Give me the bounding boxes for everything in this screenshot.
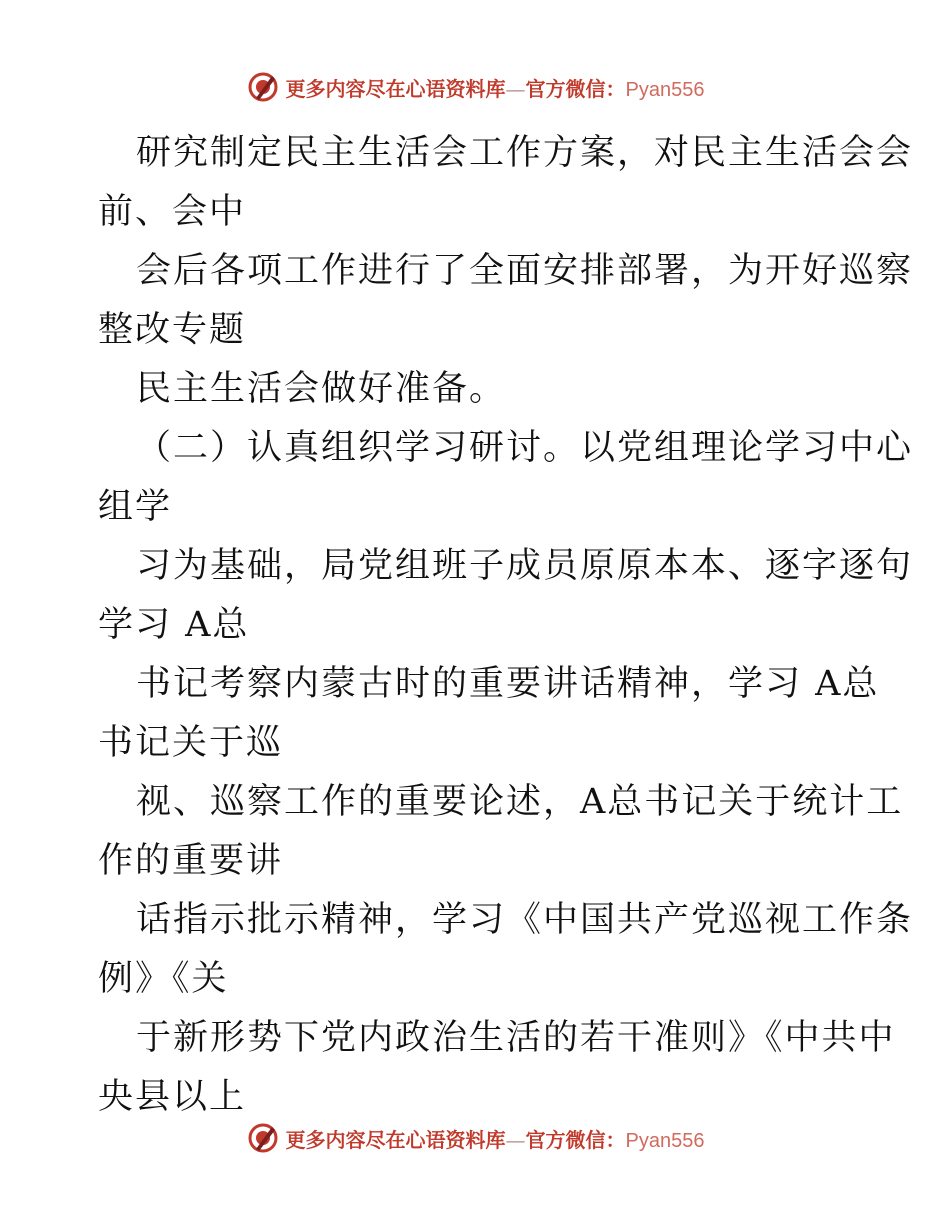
watermark-id: Pyan556	[625, 1129, 705, 1152]
text-line: 书记关于巡	[98, 723, 284, 763]
watermark-main: 更多内容尽在心语资料库	[285, 1127, 506, 1152]
text-line: 学习 A总	[98, 605, 250, 645]
watermark-main: 更多内容尽在心语资料库	[285, 76, 506, 101]
text-line: 组学	[98, 487, 173, 527]
text-line: 央县以上	[98, 1077, 247, 1117]
text-line: 书记考察内蒙古时的重要讲话精神，学习 A总	[136, 664, 880, 704]
watermark-text	[286, 73, 705, 102]
watermark-label: 官方微信：	[525, 76, 626, 101]
text-line: 于新形势下党内政治生活的若干准则》《中共中	[136, 1018, 896, 1058]
pen-logo-icon	[246, 70, 280, 104]
watermark-text	[286, 1124, 705, 1153]
watermark-header	[0, 70, 950, 104]
watermark-footer	[0, 1121, 950, 1155]
watermark-separator: —	[505, 1127, 526, 1152]
watermark-separator: —	[505, 76, 526, 101]
document-body	[98, 124, 914, 1127]
watermark-id: Pyan556	[625, 78, 705, 101]
watermark-label: 官方微信：	[525, 1127, 626, 1152]
pen-logo-icon	[246, 1121, 280, 1155]
text-line: 民主生活会做好准备。	[136, 369, 507, 409]
text-line: 话指示批示精神，学习《中国共产党巡视工作条	[136, 900, 914, 940]
text-line: 前、会中	[98, 192, 247, 232]
text-line: 会后各项工作进行了全面安排部署，为开好巡察	[136, 251, 914, 291]
text-line: 作的重要讲	[98, 841, 284, 881]
text-line: 视、巡察工作的重要论述，A总书记关于统计工	[136, 782, 904, 822]
text-line: 习为基础，局党组班子成员原原本本、逐字逐句	[136, 546, 914, 586]
text-line: 例》《关	[98, 959, 229, 999]
text-line: 整改专题	[98, 310, 247, 350]
text-line: （二）认真组织学习研讨。以党组理论学习中心	[136, 428, 914, 468]
text-line: 研究制定民主生活会工作方案，对民主生活会会	[136, 133, 914, 173]
